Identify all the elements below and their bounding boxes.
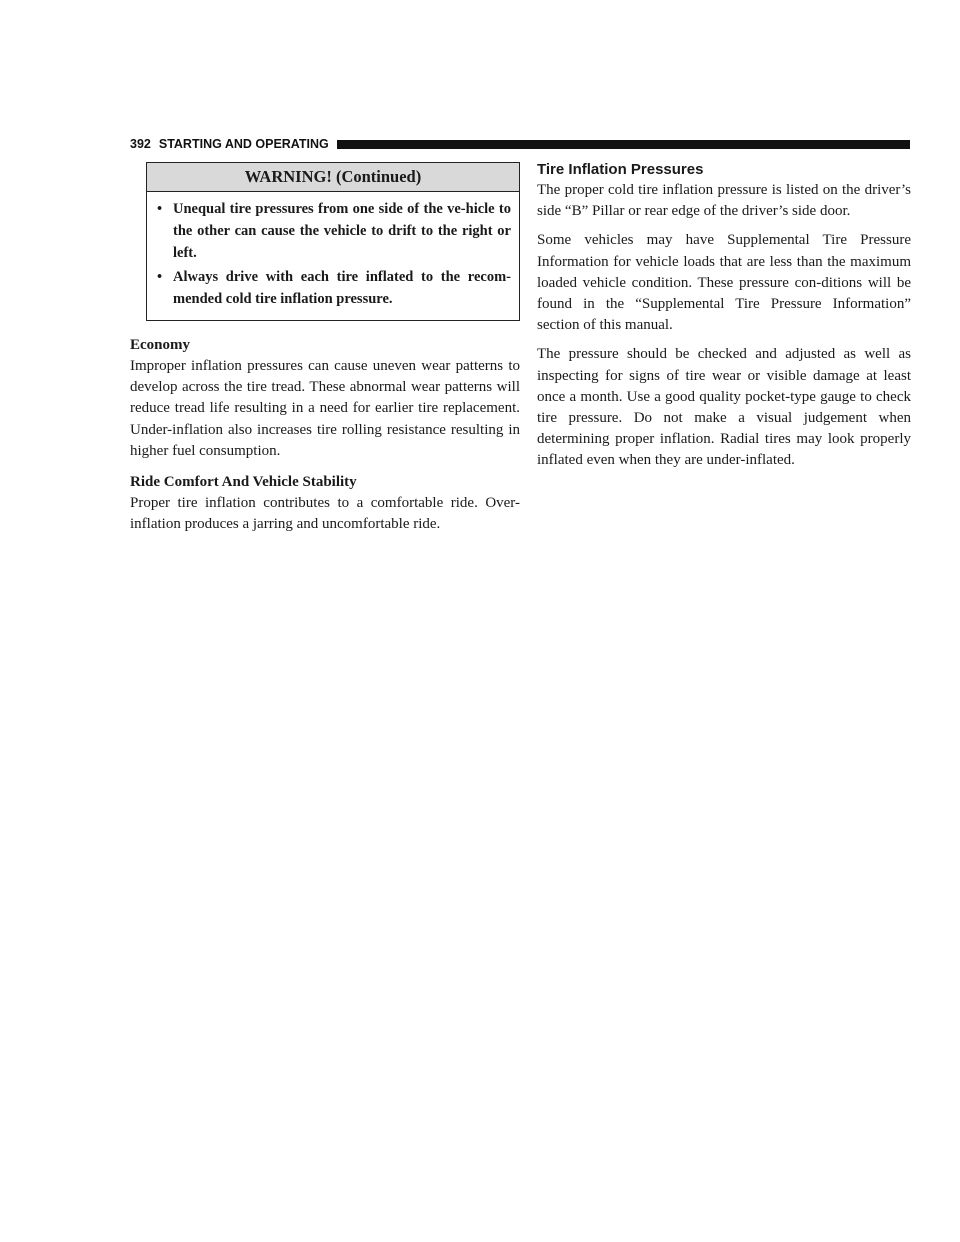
tire-pressures-paragraph: The proper cold tire inflation pressure is listed on the driver’s side “B” Pillar or rear edge of the driver’s side door. <box>537 182 911 220</box>
warning-title: WARNING! (Continued) <box>147 163 519 192</box>
warning-item <box>155 266 511 310</box>
ride-heading: Ride Comfort And Vehicle Stability <box>130 474 357 491</box>
tire-pressures-paragraph: The pressure should be checked and adjusted as well as inspecting for signs of tire wear or visible damage at least once a month. Use a good quality pocket-type gauge to check tire pressure. Do not make a visual judgement when determining proper inflation. Radial tires may look properly inflated even when they are under-inflated. <box>537 346 911 469</box>
warning-item-text: Unequal tire pressures from one side of the ve-hicle to the other can cause the vehicle to drift to the right or left. <box>173 201 511 261</box>
tire-pressures-heading: Tire Inflation Pressures <box>537 161 704 178</box>
ride-text: Proper tire inflation contributes to a comfortable ride. Over-inflation produces a jarring and uncomfortable ride. <box>130 495 520 533</box>
tire-pressures-paragraph: Some vehicles may have Supplemental Tire Pressure Information for vehicle loads that are less than the maximum loaded vehicle condition. These pressure con-ditions will be found in the “Supplemental Tire Pressure Information” section of this manual. <box>537 232 911 334</box>
section-title: STARTING AND OPERATING <box>158 137 329 151</box>
warning-item-text: Always drive with each tire inflated to the recom-mended cold tire inflation pressure. <box>173 269 511 307</box>
right-column <box>537 160 911 472</box>
bullet-icon: • <box>157 201 163 217</box>
page-number: 392 <box>130 137 151 151</box>
warning-box <box>146 162 520 321</box>
warning-item <box>155 198 511 264</box>
bullet-icon: • <box>157 269 163 285</box>
economy-text: Improper inflation pressures can cause uneven wear patterns to develop across the tire tread. These abnormal wear patterns will reduce tread life resulting in a need for earlier tire replacement. Under-inflation also increases tire rolling resistance resulting in higher fuel consumption. <box>130 358 520 459</box>
warning-list <box>147 192 519 320</box>
header-rule <box>337 140 910 149</box>
page-header <box>130 136 910 152</box>
left-column <box>130 162 520 535</box>
economy-heading: Economy <box>130 337 190 353</box>
